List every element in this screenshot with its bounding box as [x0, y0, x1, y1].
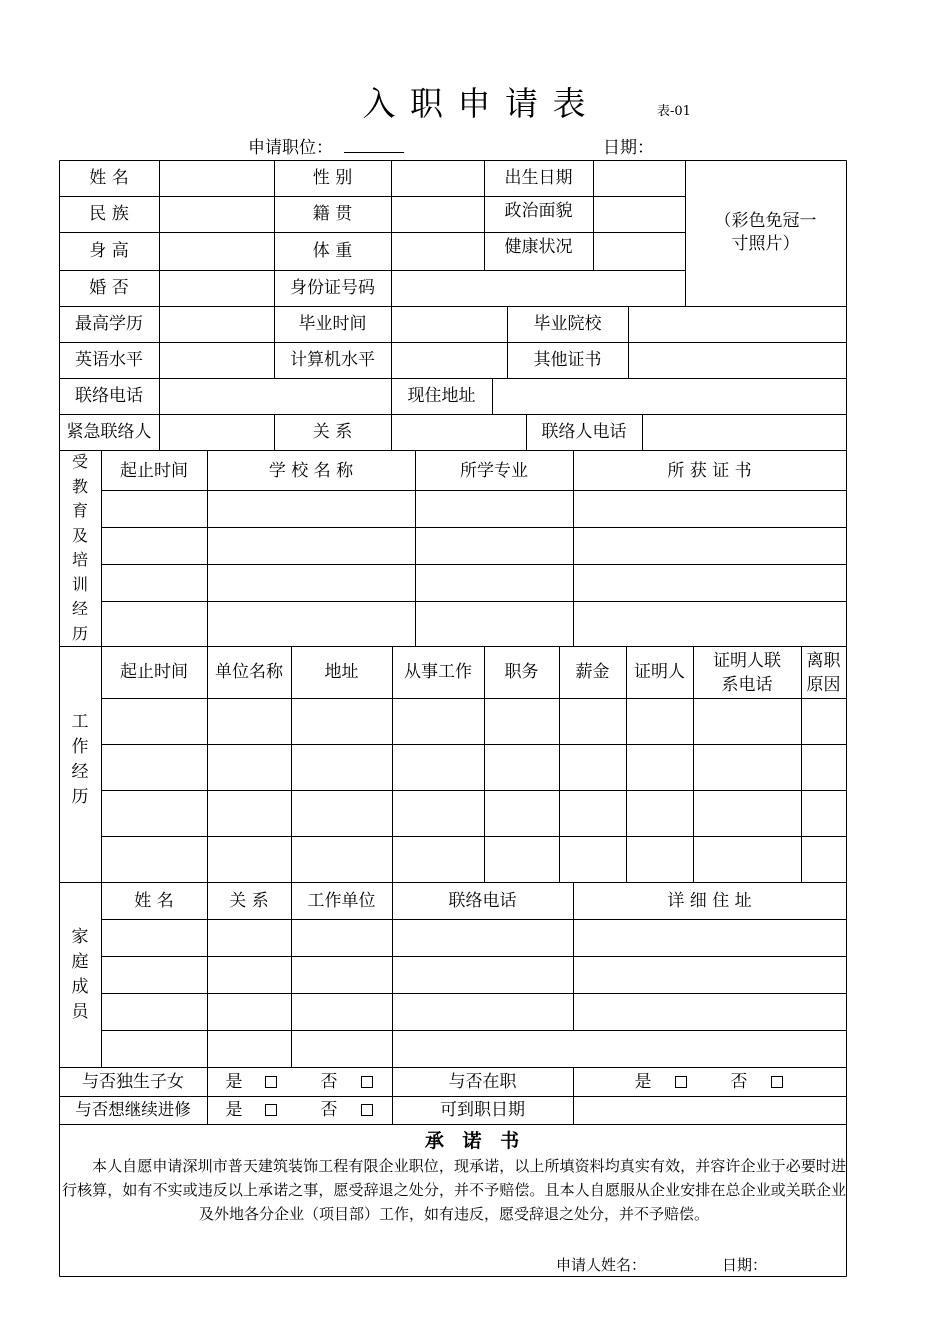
further-study-label: 与否想继续进修: [75, 1099, 191, 1119]
only-child-yes-label: 是: [225, 1071, 243, 1092]
work-header-address: 地址: [324, 662, 359, 683]
leave-reason-line1: 离职: [806, 650, 841, 671]
edu-label-char: 培: [71, 550, 88, 569]
work-header-period: 起止时间: [120, 662, 188, 683]
phone-label: 联络电话: [75, 385, 143, 406]
work-label-char: 经: [71, 762, 89, 782]
contact-phone-label: 联络人电话: [541, 421, 627, 442]
graduate-school-label: 毕业院校: [533, 313, 602, 334]
only-child-no-label: 否: [320, 1071, 338, 1092]
edu-header-certificates: 所 获 证 书: [667, 460, 752, 481]
work-header-title: 职务: [504, 662, 539, 683]
referee-phone-line2: 系电话: [721, 674, 773, 695]
family-header-name: 姓 名: [134, 890, 174, 911]
photo-hint-line2: 寸照片）: [731, 234, 800, 254]
graduation-time-label: 毕业时间: [298, 313, 367, 334]
height-label: 身 高: [89, 240, 129, 261]
employed-yes-checkbox[interactable]: [675, 1076, 687, 1088]
family-label-char: 成: [71, 977, 89, 997]
work-label-char: 工: [71, 712, 89, 732]
native-place-label: 籍 贯: [312, 203, 353, 224]
date-label: 日期：: [603, 138, 654, 158]
form-title: 入 职 申 请 表: [362, 84, 588, 123]
edu-label-char: 受: [71, 452, 88, 471]
sign-date-label: 日期：: [722, 1256, 768, 1274]
family-header-phone: 联络电话: [448, 890, 517, 911]
photo-placeholder[interactable]: [685, 205, 846, 261]
employed-label: 与否在职: [448, 1071, 517, 1092]
work-label-char: 历: [71, 787, 89, 807]
edu-header-period: 起止时间: [120, 460, 188, 481]
education-section-label: [59, 450, 101, 646]
further-study-no-label: 否: [320, 1099, 338, 1120]
pledge-text: 本人自愿申请深圳市普天建筑装饰工程有限企业职位，现承诺，以上所填资料均真实有效，并容许企业于必要时进行核算，如有不实或违反以上承诺之事，愿受辞退之处分，并不予赔偿。且本人自愿服从企业安排在总企业或关联企业及外地各分企业（项目部）工作，如有违反，愿受辞退之处分，并不予赔偿。: [62, 1157, 846, 1223]
edu-header-major: 所学专业: [460, 460, 528, 481]
only-child-label: 与否独生子女: [82, 1071, 184, 1092]
only-child-no-checkbox[interactable]: [361, 1076, 373, 1088]
employed-yes-label: 是: [634, 1071, 652, 1092]
ethnicity-label: 民 族: [89, 203, 129, 224]
work-header-company: 单位名称: [215, 662, 283, 683]
further-study-yes-checkbox[interactable]: [265, 1104, 277, 1116]
family-section-label: [59, 925, 101, 1025]
form-number: 表-01: [657, 104, 691, 119]
weight-label: 体 重: [312, 240, 353, 261]
only-child-yes-checkbox[interactable]: [265, 1076, 277, 1088]
birth-date-label: 出生日期: [504, 167, 573, 188]
pledge-title: 承 诺 书: [424, 1130, 526, 1152]
edu-label-char: 教: [71, 476, 88, 496]
name-label: 姓 名: [89, 167, 129, 188]
edu-header-school: 学 校 名 称: [268, 460, 354, 481]
employed-no-checkbox[interactable]: [771, 1076, 783, 1088]
other-certificates-label: 其他证书: [533, 349, 602, 370]
work-header-leave-reason: [801, 647, 846, 698]
work-header-salary: 薪金: [575, 662, 610, 683]
education-level-label: 最高学历: [75, 313, 143, 334]
further-study-no-checkbox[interactable]: [361, 1104, 373, 1116]
position-blank[interactable]: [344, 152, 404, 153]
edu-label-char: 历: [71, 623, 88, 643]
edu-label-char: 经: [71, 599, 88, 618]
marital-label: 婚 否: [89, 277, 129, 298]
health-label: 健康状况: [504, 236, 573, 257]
edu-label-char: 育: [71, 501, 88, 520]
work-label-char: 作: [71, 737, 89, 757]
gender-label: 性 别: [312, 167, 353, 188]
employed-no-label: 否: [730, 1071, 748, 1092]
start-date-label: 可到职日期: [440, 1099, 525, 1120]
current-address-label: 现住地址: [407, 385, 476, 406]
referee-phone-line1: 证明人联: [713, 650, 781, 671]
leave-reason-line2: 原因: [806, 674, 841, 695]
family-label-char: 庭: [71, 952, 89, 972]
edu-label-char: 及: [71, 525, 88, 545]
id-number-label: 身份证号码: [290, 277, 375, 298]
english-level-label: 英语水平: [75, 349, 143, 370]
work-header-job: 从事工作: [404, 662, 472, 683]
emergency-contact-label: 紧急联络人: [66, 421, 152, 442]
applicant-name-label: 申请人姓名：: [556, 1256, 647, 1274]
political-status-label: 政治面貌: [504, 200, 573, 221]
work-header-referee: 证明人: [634, 662, 685, 683]
relationship-label: 关 系: [312, 421, 353, 442]
photo-hint-line1: （彩色免冠一: [714, 211, 817, 232]
computer-level-label: 计算机水平: [290, 349, 375, 370]
edu-label-char: 训: [71, 574, 88, 594]
work-section-label: [59, 700, 101, 820]
work-header-referee-phone: [693, 647, 801, 698]
family-label-char: 家: [71, 927, 89, 947]
family-header-workplace: 工作单位: [307, 890, 376, 911]
family-header-relation: 关 系: [229, 890, 269, 911]
position-label: 申请职位：: [248, 138, 333, 158]
family-label-char: 员: [71, 1002, 89, 1022]
family-header-address: 详 细 住 址: [667, 890, 752, 911]
further-study-yes-label: 是: [225, 1099, 243, 1120]
